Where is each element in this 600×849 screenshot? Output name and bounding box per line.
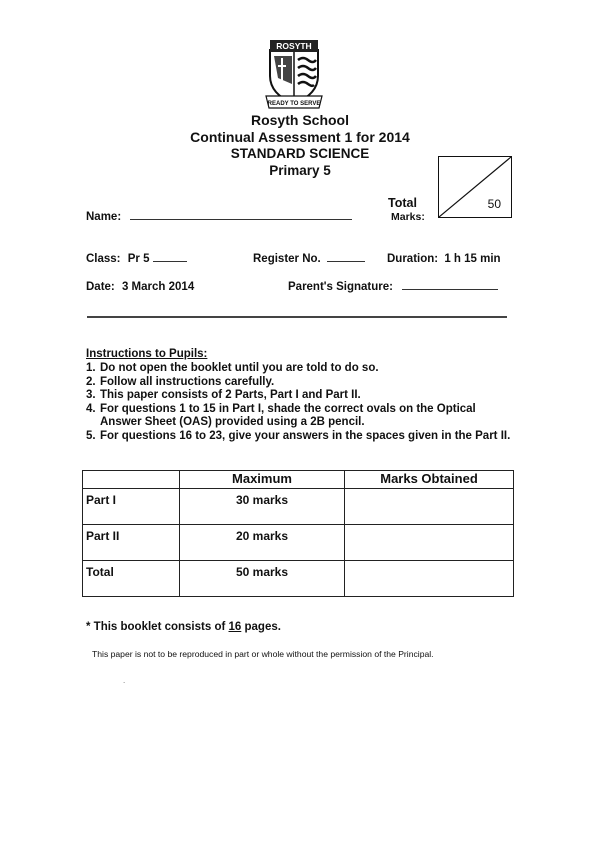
instruction-item: 2. Follow all instructions carefully.: [86, 375, 275, 388]
register-label: Register No.: [253, 253, 321, 265]
row-maximum: 20 marks: [180, 525, 345, 561]
instruction-item: 3. This paper consists of 2 Parts, Part I and Part II.: [86, 389, 361, 402]
stray-mark: .: [123, 676, 126, 685]
signature-blank[interactable]: [402, 289, 498, 290]
duration-info: [387, 253, 501, 265]
register-field[interactable]: [253, 253, 365, 265]
date-info: [86, 281, 194, 293]
school-crest-logo: [264, 38, 324, 110]
pages-note: [86, 621, 281, 633]
table-row: [83, 525, 514, 561]
instruction-item: 5. For questions 16 to 23, give your answers in the spaces given in the Part II.: [86, 429, 511, 442]
duration-value: 1 h 15 min: [444, 253, 501, 265]
marks-label: Marks:: [391, 211, 425, 223]
header-blank: [83, 471, 180, 489]
row-marks-obtained[interactable]: [345, 489, 514, 525]
row-marks-obtained[interactable]: [345, 561, 514, 597]
header-marks-obtained: Marks Obtained: [345, 471, 514, 489]
subject-title: STANDARD SCIENCE: [230, 146, 370, 161]
assessment-title: Continual Assessment 1 for 2014: [190, 129, 410, 145]
row-label: Total: [83, 561, 180, 597]
pages-prefix: * This booklet consists of: [86, 621, 226, 633]
copyright-note: This paper is not to be reproduced in part or whole without the permission of the Principal.: [92, 649, 434, 659]
table-row: [83, 561, 514, 597]
separator-line: [87, 316, 507, 318]
row-maximum: 50 marks: [180, 561, 345, 597]
level-title: Primary 5: [269, 163, 331, 178]
crest-banner-text: ROSYTH: [276, 41, 312, 51]
header-maximum: Maximum: [180, 471, 345, 489]
total-marks-label: Total: [388, 196, 417, 210]
name-label: Name:: [86, 211, 122, 223]
crest-motto: READY TO SERVE: [267, 101, 321, 107]
total-max-marks: 50: [487, 197, 501, 211]
instruction-item: 4. For questions 1 to 15 in Part I, shade the correct ovals on the Optical Answer Sheet (OAS) provided using a 2B pencil.: [86, 402, 476, 429]
class-field[interactable]: [86, 253, 187, 265]
row-marks-obtained[interactable]: [345, 525, 514, 561]
duration-label: Duration:: [387, 253, 439, 265]
name-blank[interactable]: [130, 219, 352, 220]
date-value: 3 March 2014: [121, 281, 195, 293]
class-label: Class:: [86, 253, 121, 265]
row-label: Part I: [83, 489, 180, 525]
instructions-heading: Instructions to Pupils:: [86, 348, 208, 360]
table-header-row: [83, 471, 514, 489]
register-blank[interactable]: [327, 261, 365, 262]
school-name: Rosyth School: [250, 112, 349, 128]
pages-suffix: pages.: [244, 621, 281, 633]
total-marks-box[interactable]: [438, 156, 512, 218]
row-maximum: 30 marks: [180, 489, 345, 525]
instruction-item: 1. Do not open the booklet until you are told to do so.: [86, 362, 379, 374]
pages-count: 16: [228, 621, 242, 633]
table-row: [83, 489, 514, 525]
instructions-list: [86, 362, 516, 444]
class-value: Pr 5: [127, 253, 150, 265]
date-label: Date:: [86, 281, 115, 293]
marks-table: [82, 470, 514, 597]
row-label: Part II: [83, 525, 180, 561]
parent-signature-field[interactable]: [288, 281, 498, 293]
class-blank[interactable]: [153, 261, 187, 262]
signature-label: Parent's Signature:: [288, 281, 393, 293]
name-field[interactable]: [86, 211, 352, 223]
